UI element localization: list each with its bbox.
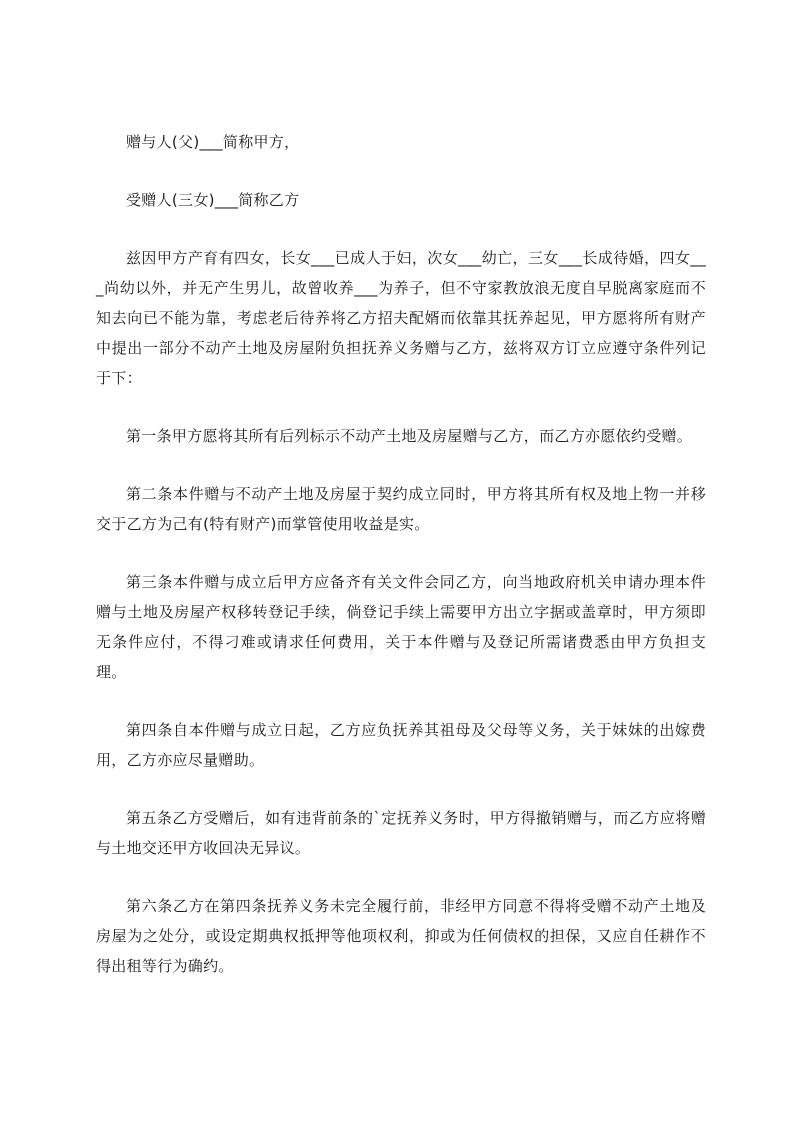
article-5: 第五条乙方受赠后，如有违背前条的`定抚养义务时，甲方得撤销赠与，而乙方应将赠与土地交还甲方收回决无异议。	[96, 809, 706, 857]
donee-line: 受赠人(三女)___简称乙方	[126, 191, 300, 209]
article-3: 第三条本件赠与成立后甲方应备齐有关文件会同乙方，向当地政府机关申请办理本件赠与土地及房屋产权移转登记手续，倘登记手续上需要甲方出立字据或盖章时，甲方须即无条件应付，不得刁难或请求任何费用，关于本件赠与及登记所需诸费悉由甲方负担支理。	[96, 573, 706, 681]
article-1: 第一条甲方愿将其所有后列标示不动产土地及房屋赠与乙方，而乙方亦愿依约受赠。	[126, 427, 693, 445]
document-body	[96, 127, 706, 981]
preamble-paragraph: 兹因甲方产育有四女，长女___已成人于妇，次女___幼亡，三女___长成待婚，四女___尚幼以外，并无产生男儿，故曾收养___为养子，但不守家教放浪无度自早脱离家庭而不知去向已不能为靠，考虑老后待养将乙方招夫配婿而依靠其抚养起见，甲方愿将所有财产中提出一部分不动产土地及房屋附负担抚养义务赠与乙方，兹将双方订立应遵守条件列记于下：	[96, 249, 706, 387]
article-6: 第六条乙方在第四条抚养义务未完全履行前，非经甲方同意不得将受赠不动产土地及房屋为之处分，或设定期典权抵押等他项权利，抑或为任何债权的担保，又应自任耕作不得出租等行为确约。	[96, 897, 706, 975]
donor-line: 赠与人(父)___简称甲方，	[126, 133, 300, 151]
article-2: 第二条本件赠与不动产土地及房屋于契约成立同时，甲方将其所有权及地上物一并移交于乙方为己有(特有财产)而掌管使用收益是实。	[96, 485, 706, 533]
article-4: 第四条自本件赠与成立日起，乙方应负抚养其祖母及父母等义务，关于妹妹的出嫁费用，乙方亦应尽量赠助。	[96, 721, 706, 769]
